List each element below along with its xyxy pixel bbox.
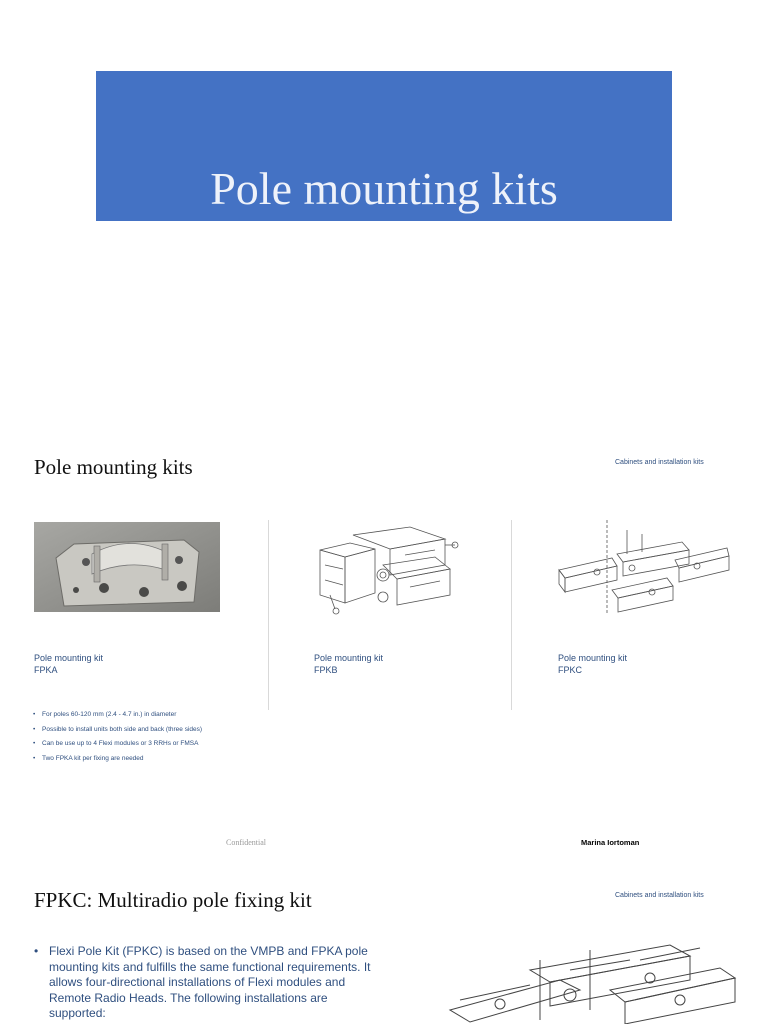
slide3-title: FPKC: Multiradio pole fixing kit — [34, 888, 312, 912]
caption-fpka — [34, 652, 103, 676]
caption-fpkb-line2: FPKB — [314, 665, 338, 675]
bullet-item: • Two FPKA kit per fixing are needed — [33, 754, 144, 762]
footer-author: Marina Iortoman — [581, 838, 640, 847]
caption-fpkb — [314, 652, 383, 676]
caption-fpkc-line2: FPKC — [558, 665, 583, 675]
description-line: supported: — [49, 1006, 106, 1020]
fpkc-drawing — [557, 520, 732, 615]
slide1-title: Pole mounting kits — [210, 163, 558, 214]
description-line: mounting kits and fulfills the same functional requirements. It — [49, 959, 371, 974]
caption-fpka-line1: Pole mounting kit — [34, 653, 104, 663]
caption-fpkc — [558, 652, 627, 676]
description-line: Flexi Pole Kit (FPKC) is based on the VMPB and FPKA pole — [49, 944, 368, 958]
column-divider-2 — [511, 520, 512, 710]
caption-fpka-line2: FPKA — [34, 665, 58, 675]
bullet-item: • Can be use up to 4 Flexi modules or 3 RRHs or FMSA — [33, 740, 199, 747]
bullet-dot: • — [34, 944, 39, 958]
slide2-section-tag: Cabinets and installation kits — [615, 459, 704, 466]
slide2-title: Pole mounting kits — [34, 455, 193, 479]
bullet-item: • For poles 60-120 mm (2.4 - 4.7 in.) in diameter — [33, 711, 177, 718]
caption-fpkc-line1: Pole mounting kit — [558, 653, 628, 663]
fpkc-large-drawing — [440, 940, 740, 1024]
description-line: Remote Radio Heads. The following installations are — [49, 990, 328, 1005]
bullet-item: • Possible to install units both side and back (three sides) — [33, 725, 203, 733]
caption-fpkb-line1: Pole mounting kit — [314, 653, 384, 663]
fpkc-description — [34, 944, 394, 1022]
slide3-section-tag: Cabinets and installation kits — [615, 892, 704, 899]
fpka-bullet-list — [33, 711, 273, 769]
title-banner — [96, 71, 672, 221]
fpkb-drawing — [315, 525, 460, 615]
column-divider-1 — [268, 520, 269, 710]
description-line: allows four-directional installations of Flexi modules and — [49, 975, 346, 989]
fpka-photo — [34, 522, 220, 612]
footer-confidential: Confidential — [226, 838, 266, 847]
